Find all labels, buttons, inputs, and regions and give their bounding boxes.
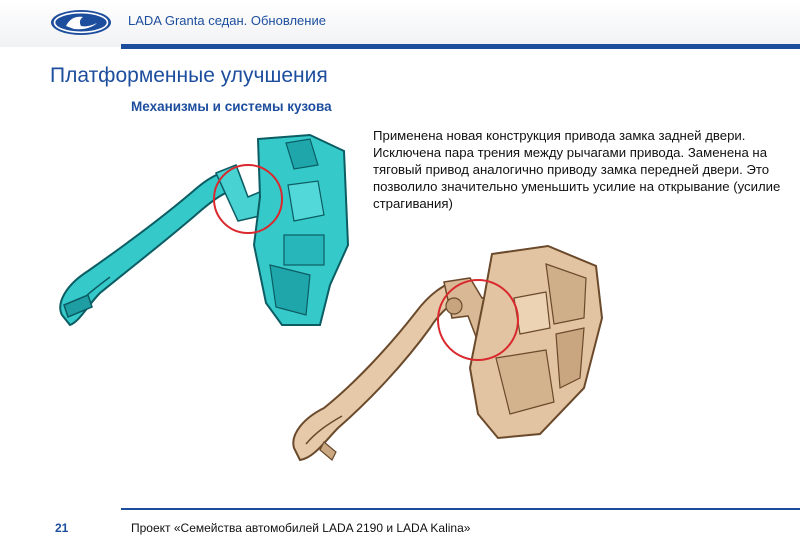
slide-header (0, 0, 800, 47)
description-text: Применена новая конструкция привода замка задней двери. Исключена пара трения между рычагами привода. Заменена на тяговый привод аналогично приводу замка передней двери. Это позволило значительно уменьшить усилие на открывание (усилие страгивания) (373, 128, 781, 211)
footer-divider (121, 508, 800, 510)
footer-text: Проект «Семейства автомобилей LADA 2190 и LADA Kalina» (131, 521, 471, 535)
header-title: LADA Granta седан. Обновление (128, 13, 326, 28)
lada-logo-icon (50, 9, 112, 36)
new-lock-drive-illustration (284, 238, 624, 470)
page-title: Платформенные улучшения (50, 64, 328, 87)
section-subtitle: Механизмы и системы кузова (131, 99, 332, 114)
header-divider (121, 44, 800, 49)
page-number: 21 (55, 521, 69, 535)
